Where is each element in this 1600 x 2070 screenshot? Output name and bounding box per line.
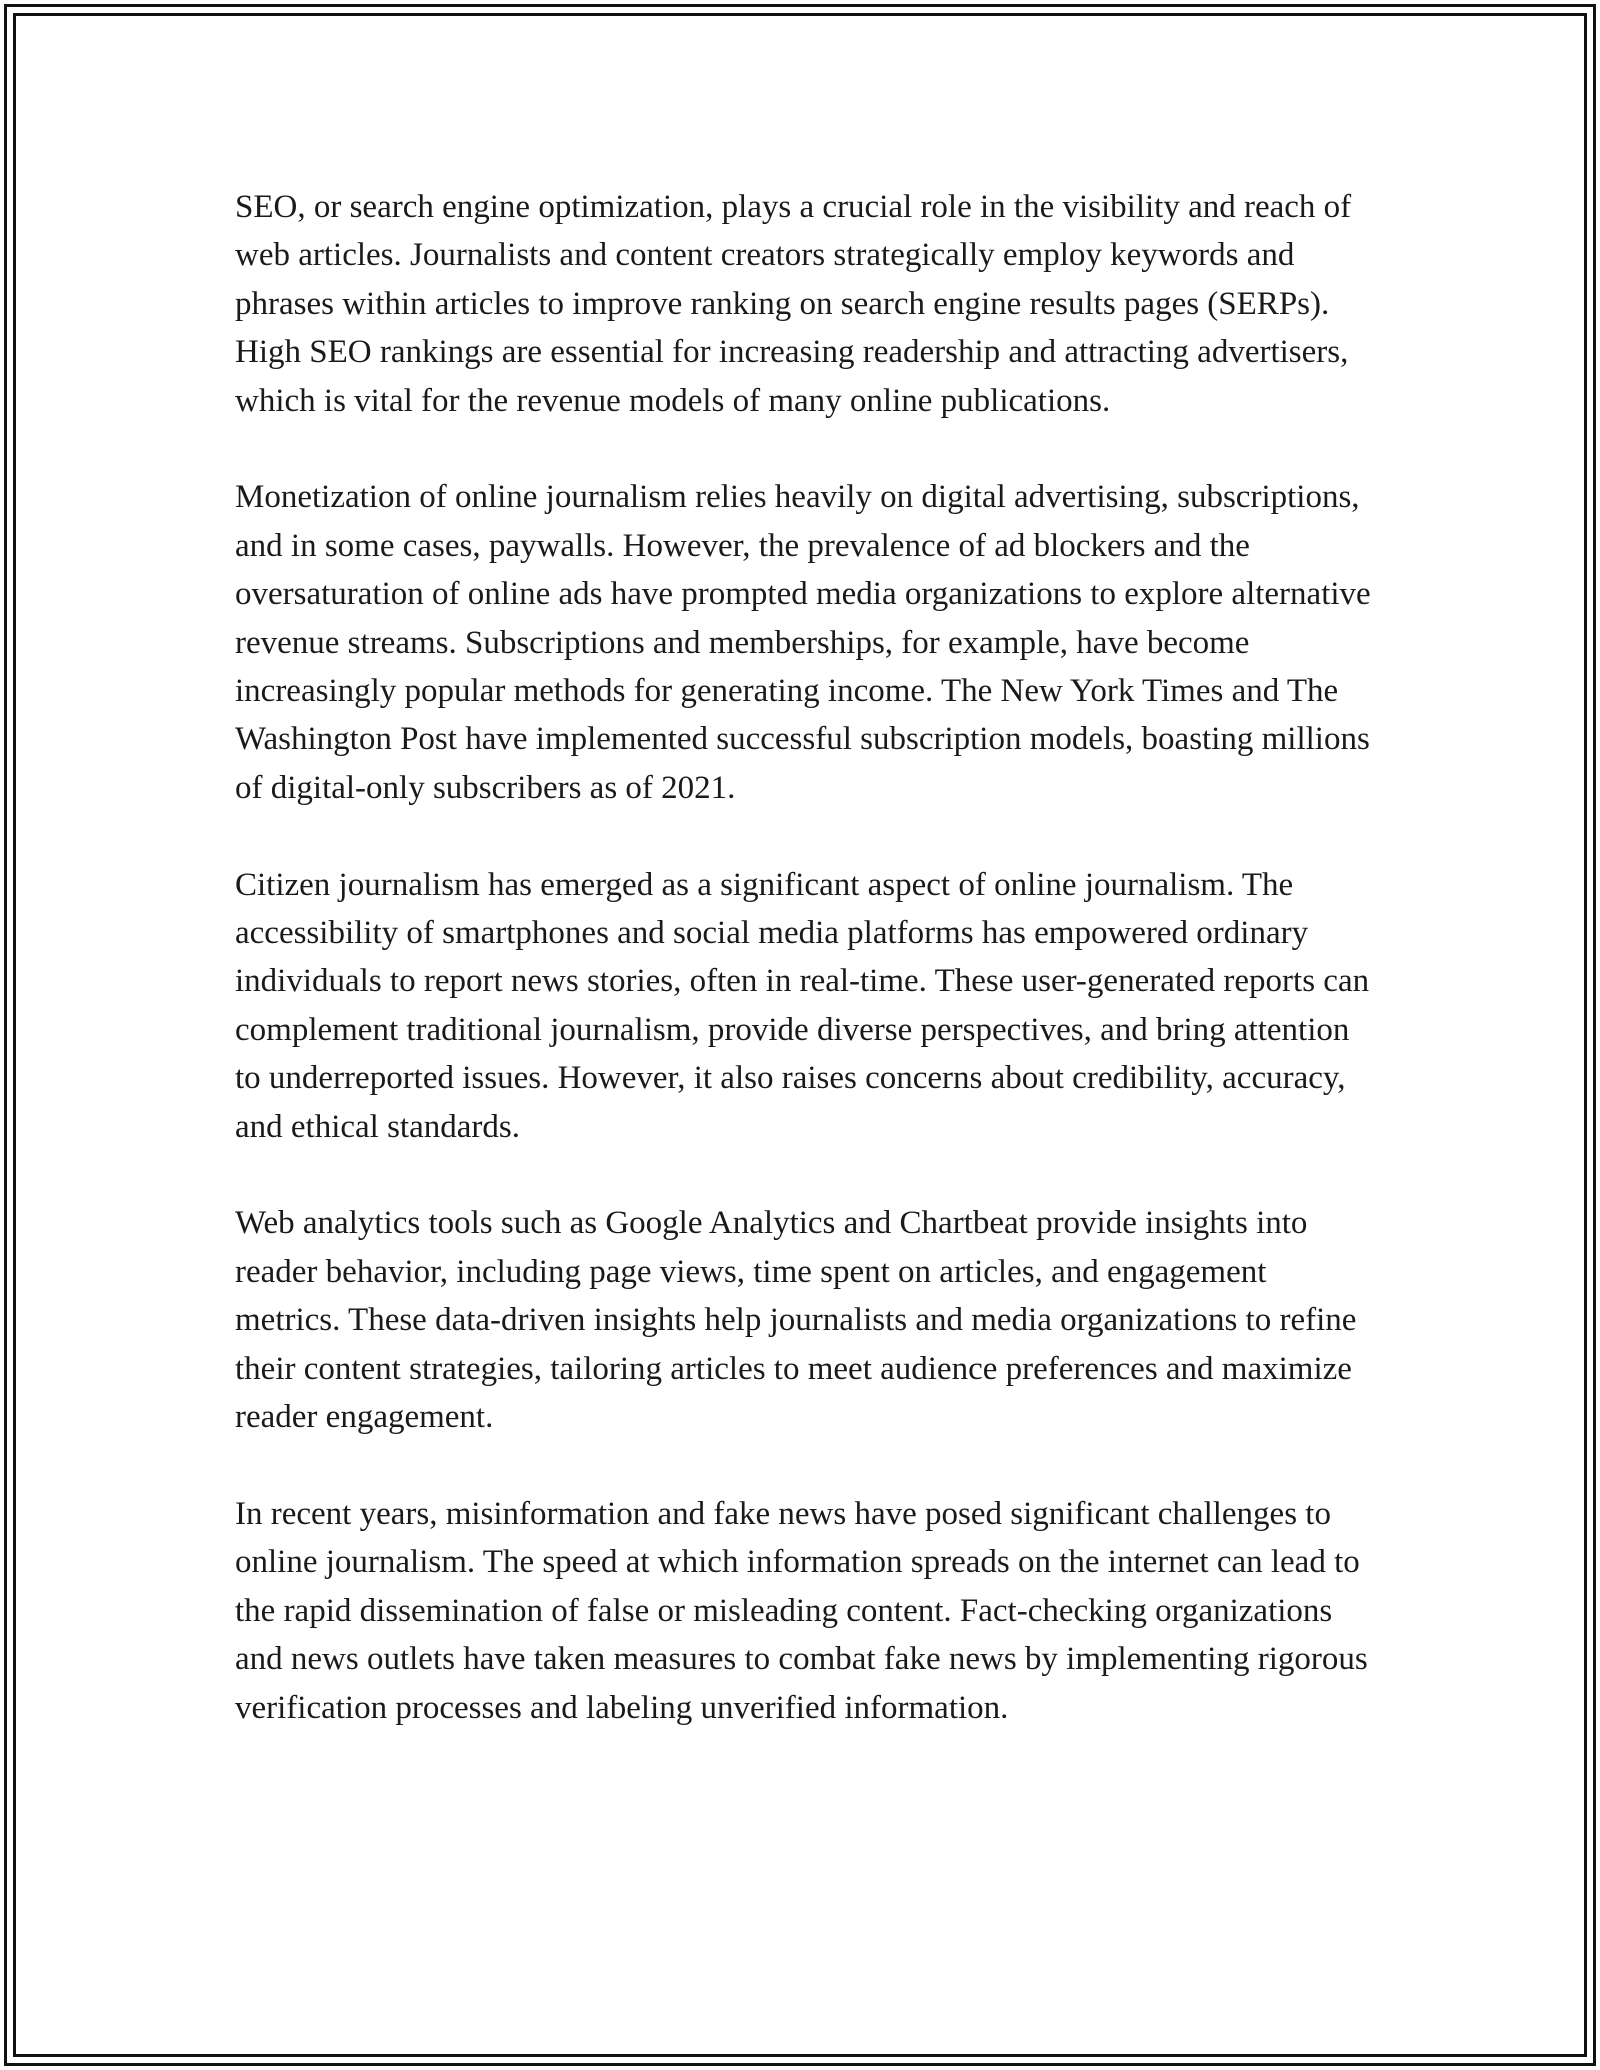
paragraph-seo: SEO, or search engine optimization, plays a crucial role in the visibility and reach of web articles. Journalists and content creators strategically employ keywords and phrases within articles to improve ranking on search engine results pages (SERPs). High SEO rankings are essential for increasing readership and attracting advertisers, which is vital for the revenue models of many online publications. — [235, 189, 1352, 419]
paragraph-citizen-journalism: Citizen journalism has emerged as a significant aspect of online journalism. The accessibility of smartphones and social media platforms has empowered ordinary individuals to report news stories, often in real-time. These user-generated reports can complement traditional journalism, provide diverse perspectives, and bring attention to underreported issues. However, it also raises concerns about credibility, accuracy, and ethical standards. — [235, 866, 1370, 1145]
paragraph-web-analytics: Web analytics tools such as Google Analytics and Chartbeat provide insights into reader behavior, including page views, time spent on articles, and engagement metrics. These data-driven insights help journalists and media organizations to refine their content strategies, tailoring articles to meet audience preferences and maximize reader engagement. — [235, 1205, 1357, 1436]
paragraph-misinformation: In recent years, misinformation and fake news have posed significant challenges to online journalism. The speed at which information spreads on the internet can lead to the rapid dissemination of false or misleading content. Fact-checking organizations and news outlets have taken measures to combat fake news by implementing rigorous verification processes and labeling unverified information. — [235, 1495, 1368, 1726]
document-body — [235, 183, 1375, 1732]
paragraph-monetization: Monetization of online journalism relies heavily on digital advertising, subscriptions, and in some cases, paywalls. However, the prevalence of ad blockers and the oversaturation of online ads have prompted media organizations to explore alternative revenue streams. Subscriptions and memberships, for example, have become increasingly popular methods for generating income. The New York Times and The Washington Post have implemented successful subscription models, boasting millions of digital-only subscribers as of 2021. — [235, 479, 1371, 806]
